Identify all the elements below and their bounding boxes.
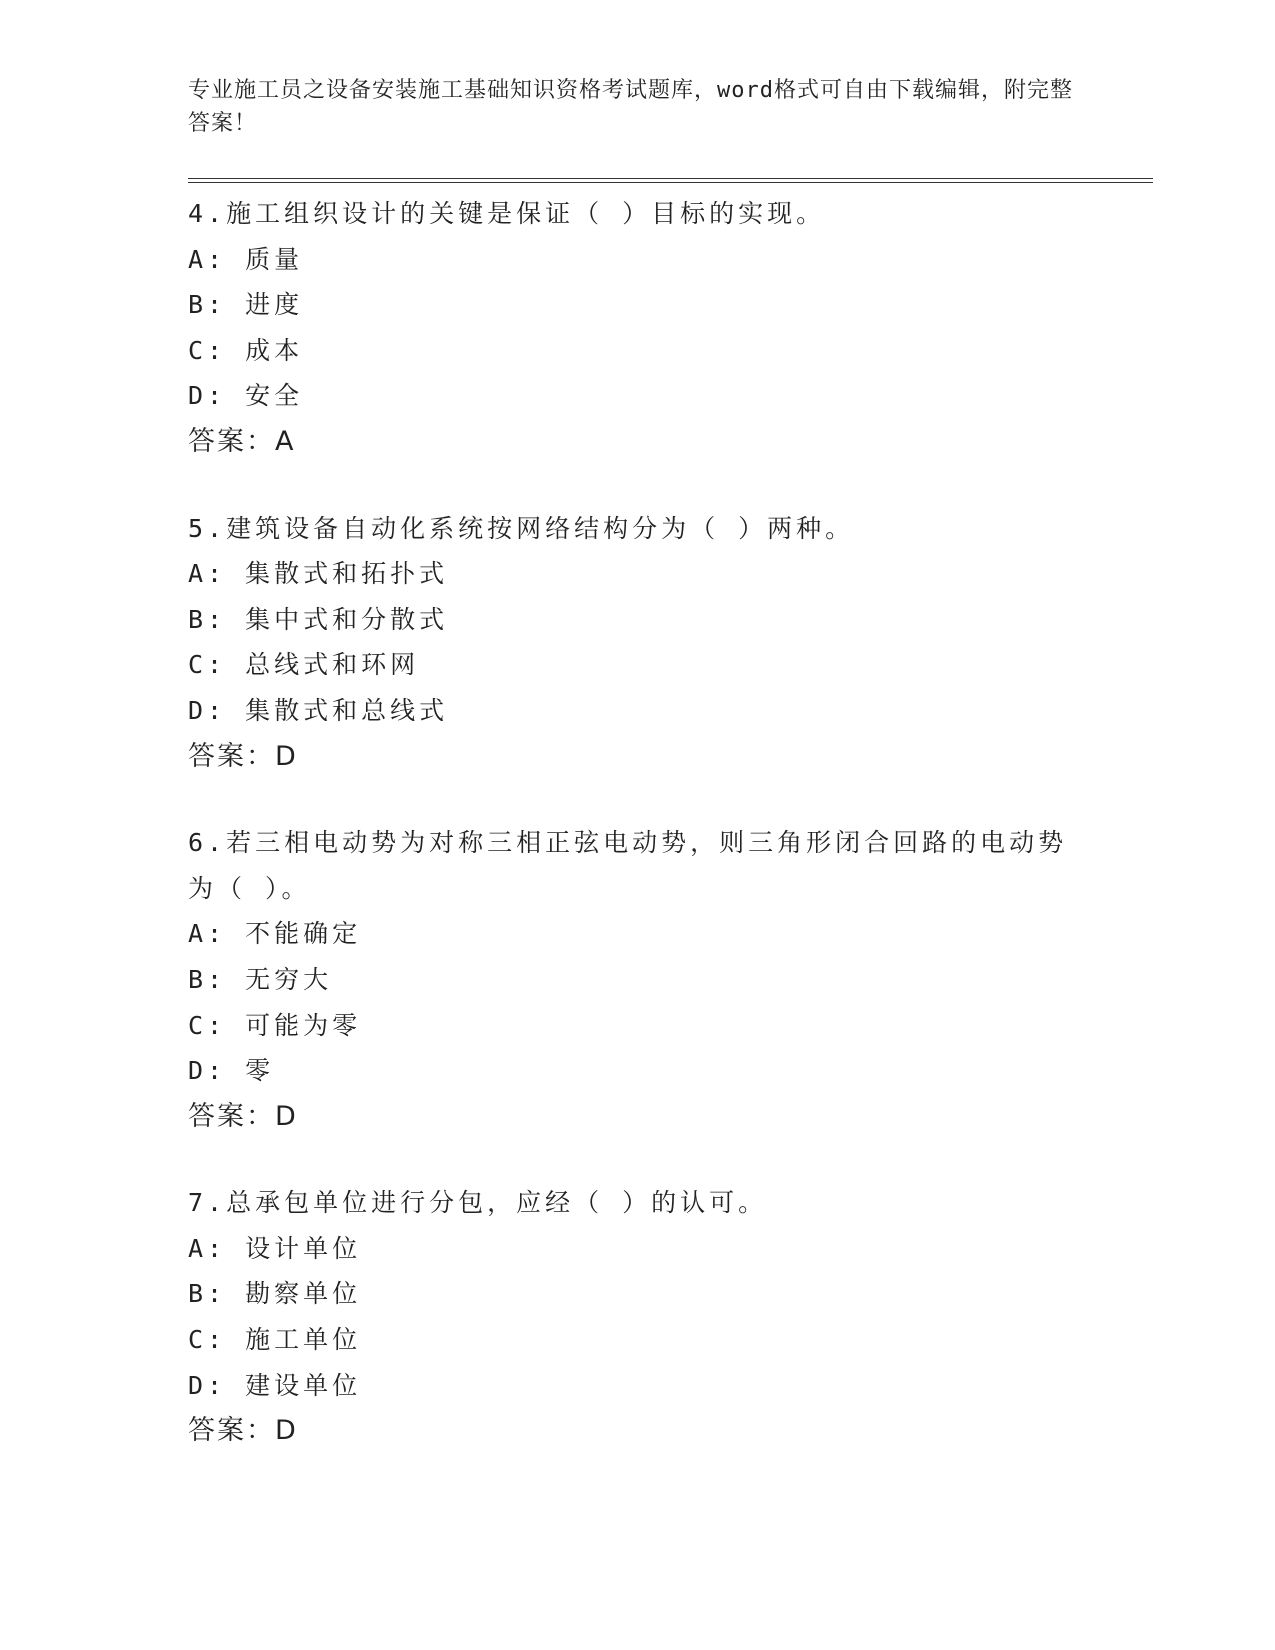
option-c: C: 施工单位 (188, 1325, 362, 1355)
option-d: D: 建设单位 (188, 1370, 362, 1400)
header-divider-top (188, 178, 1153, 179)
option-b: B: 无穷大 (188, 964, 333, 994)
option-d: D: 集散式和总线式 (188, 695, 449, 725)
option-b: B: 进度 (188, 290, 304, 320)
question-4 (188, 191, 1088, 465)
option-d: D: 安全 (188, 381, 304, 411)
answer-line: 答案：D (188, 740, 298, 772)
option-a: A: 设计单位 (188, 1233, 362, 1263)
question-stem: 4.施工组织设计的关键是保证（ ）目标的实现。 (188, 199, 826, 228)
answer-line: 答案：A (188, 425, 296, 457)
question-5 (188, 506, 1088, 780)
option-a: A: 不能确定 (188, 919, 362, 949)
question-list (188, 191, 1088, 1495)
option-a: A: 集散式和拓扑式 (188, 559, 449, 589)
option-c: C: 成本 (188, 335, 304, 365)
option-a: A: 质量 (188, 244, 304, 274)
option-d: D: 零 (188, 1056, 275, 1086)
header-divider-bottom (188, 182, 1153, 183)
answer-line: 答案：D (188, 1100, 298, 1132)
question-stem: 7.总承包单位进行分包，应经（ ）的认可。 (188, 1188, 768, 1218)
question-6 (188, 820, 1088, 1139)
option-b: B: 集中式和分散式 (188, 604, 449, 634)
answer-line: 答案：D (188, 1415, 298, 1447)
question-7 (188, 1180, 1088, 1454)
document-header: 专业施工员之设备安装施工基础知识资格考试题库，word格式可自由下载编辑，附完整答案！ (188, 78, 1073, 136)
option-b: B: 勘察单位 (188, 1279, 362, 1309)
option-c: C: 总线式和环网 (188, 650, 420, 680)
question-stem: 5.建筑设备自动化系统按网络结构分为（ ）两种。 (188, 513, 855, 543)
question-stem: 6.若三相电动势为对称三相正弦电动势，则三角形闭合回路的电动势为（ ）。 (188, 828, 1068, 903)
option-c: C: 可能为零 (188, 1010, 362, 1040)
